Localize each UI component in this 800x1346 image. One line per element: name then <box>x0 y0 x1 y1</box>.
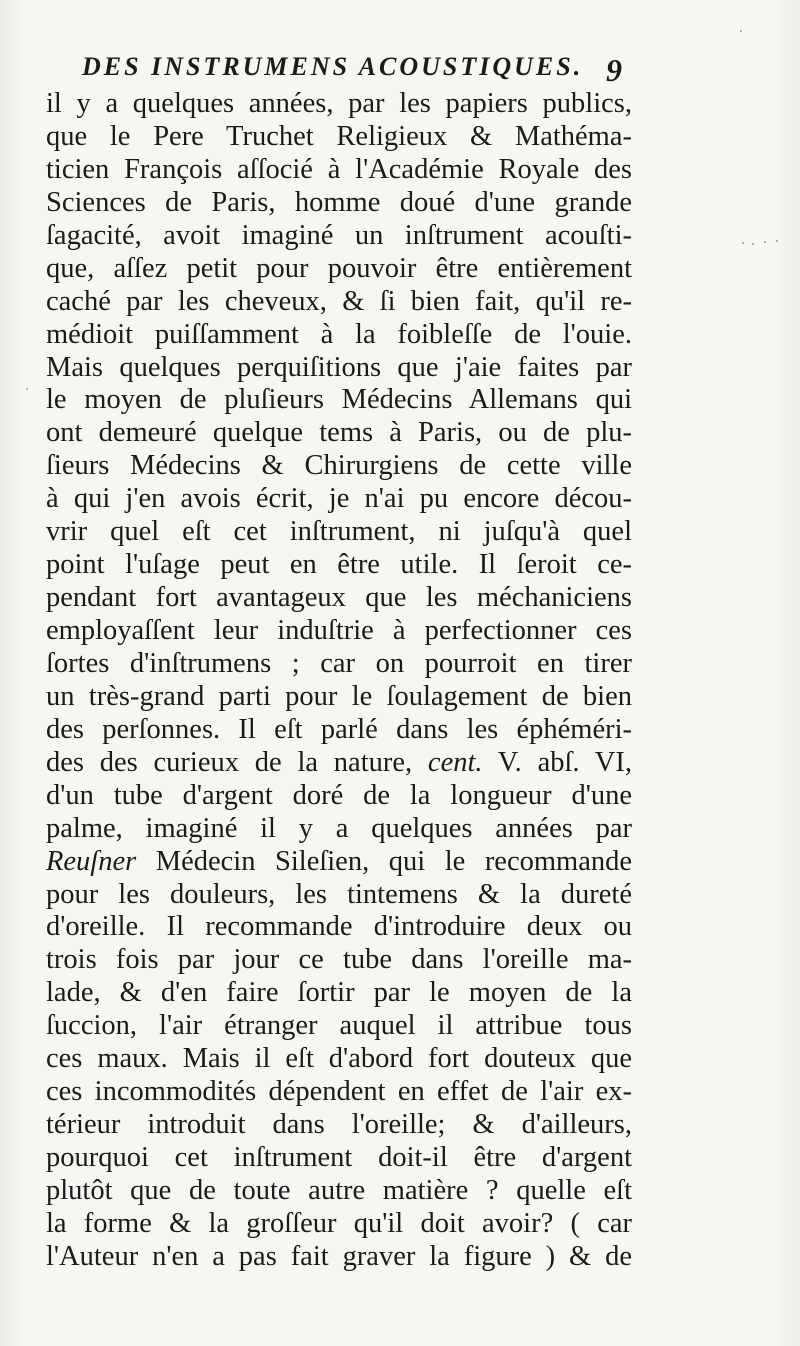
text-line: ces incommodités dépendent en effet de l'air ex- <box>46 1076 632 1108</box>
text-line: ſagacité, avoit imaginé un inſtrument acouſti- <box>46 219 632 251</box>
paper-speck <box>740 30 742 32</box>
text-line: pour les douleurs, les tintemens & la dureté <box>46 878 632 910</box>
text-line: trois fois par jour ce tube dans l'oreille ma- <box>46 944 632 976</box>
text-line: ſieurs Médecins & Chirurgiens de cette ville <box>46 450 632 482</box>
italic-name: Reuſner <box>46 845 137 877</box>
text-line: employaſſent leur induſtrie à perfectionner ces <box>46 615 632 646</box>
paper-speck <box>752 243 754 245</box>
italic-abbreviation: cent. <box>427 746 483 778</box>
text-line: térieur introduit dans l'oreille; & d'ailleurs, <box>46 1109 632 1141</box>
text-line: Reuſner Médecin Sileſien, qui le recommande <box>46 845 632 877</box>
text-line: il y a quelques années, par les papiers publics, <box>46 88 632 119</box>
text-line: palme, imaginé il y a quelques années par <box>46 812 632 844</box>
page-number: 9 <box>606 52 622 88</box>
text-line: que le Pere Truchet Religieux & Mathéma- <box>46 120 632 152</box>
paper-speck <box>742 242 744 244</box>
text-line: ont demeuré quelque tems à Paris, ou de plu- <box>46 417 632 449</box>
text-line: l'Auteur n'en a pas fait graver la figure ) & de <box>46 1240 632 1272</box>
paper-speck <box>776 240 778 242</box>
text-line: point l'uſage peut en être utile. Il ſeroit ce- <box>46 549 632 581</box>
text-line: ces maux. Mais il eſt d'abord fort douteux que <box>46 1043 632 1075</box>
text-line: plutôt que de toute autre matière ? quelle eſt <box>46 1174 632 1206</box>
text-line: pendant fort avantageux que les méchaniciens <box>46 582 632 614</box>
running-head: DES INSTRUMENS ACOUSTIQUES. <box>82 52 584 81</box>
text-line: lade, & d'en faire ſortir par le moyen de la <box>46 977 632 1009</box>
text-line: pourquoi cet inſtrument doit-il être d'argent <box>46 1142 632 1173</box>
text-line: des perſonnes. Il eſt parlé dans les éphéméri- <box>46 713 632 745</box>
text-line: Sciences de Paris, homme doué d'une grande <box>46 186 632 218</box>
text-line: d'un tube d'argent doré de la longueur d'une <box>46 779 632 811</box>
text-line: vrir quel eſt cet inſtrument, ni juſqu'à quel <box>46 516 632 548</box>
text-line: ſortes d'inſtrumens ; car on pourroit en tirer <box>46 647 632 679</box>
text-line: à qui j'en avois écrit, je n'ai pu encore décou- <box>46 483 632 515</box>
text-line: un très-grand parti pour le ſoulagement de bien <box>46 680 632 712</box>
text-line: la forme & la groſſeur qu'il doit avoir? ( car <box>46 1207 632 1239</box>
paper-speck <box>26 388 28 390</box>
text-line: ſuccion, l'air étranger auquel il attribue tous <box>46 1010 632 1042</box>
text-line: médioit puiſſamment à la foibleſſe de l'ouie. <box>46 318 632 350</box>
text-line: le moyen de pluſieurs Médecins Allemans qui <box>46 384 632 416</box>
text-line: que, aſſez petit pour pouvoir être entièrement <box>46 252 632 284</box>
text-line: Mais quelques perquiſitions que j'aie faites par <box>46 351 632 383</box>
text-line: d'oreille. Il recommande d'introduire deux ou <box>46 911 632 943</box>
text-line: ticien François aſſocié à l'Académie Royale des <box>46 153 632 185</box>
body-text <box>46 88 632 1274</box>
text-line: des des curieux de la nature, cent. V. abſ. VI, <box>46 746 632 778</box>
paper-speck <box>764 241 766 243</box>
text-line: caché par les cheveux, & ſi bien fait, qu'il re- <box>46 285 632 317</box>
